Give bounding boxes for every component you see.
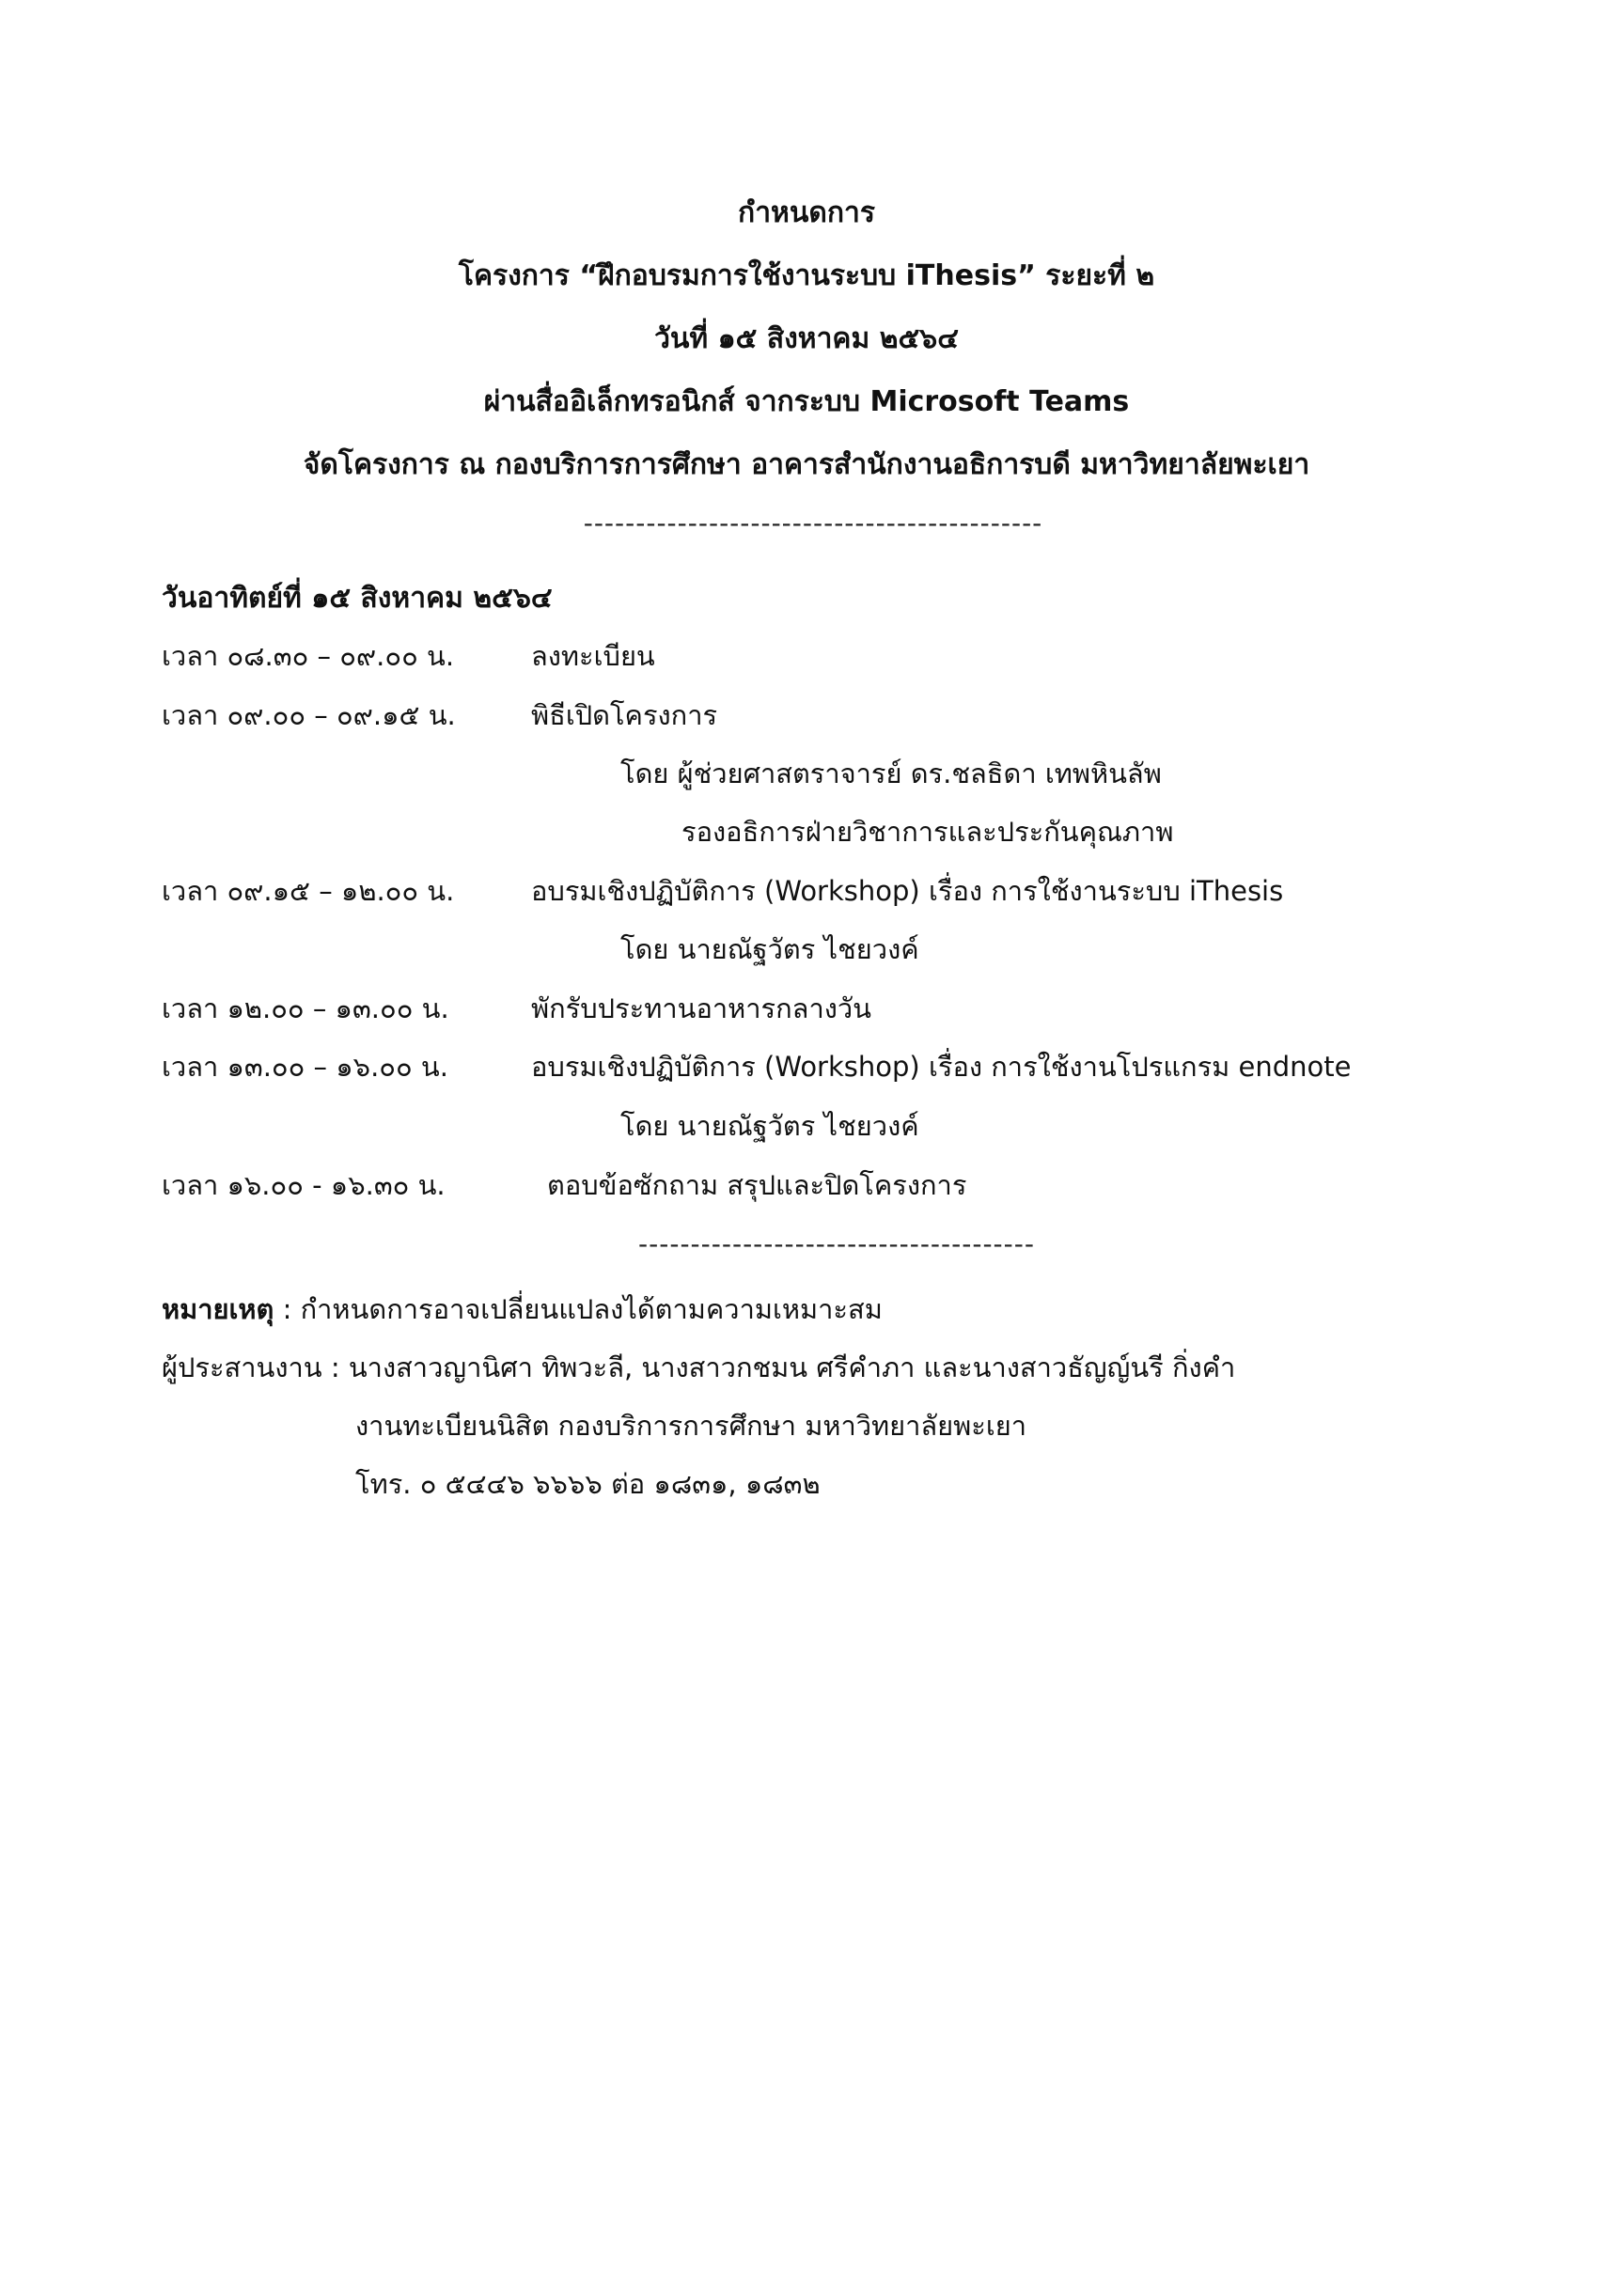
schedule-row	[0, 869, 1613, 907]
schedule-presenter: โดย ผู้ช่วยศาสตราจารย์ ดร.ชลธิดา เทพหินลัพ	[620, 758, 1162, 789]
schedule-time: เวลา ๐๙.๐๐ – ๐๙.๑๕ น.	[162, 699, 456, 731]
schedule-row	[0, 987, 1613, 1024]
header-title: กำหนดการ	[738, 196, 875, 229]
schedule-activity: อบรมเชิงปฏิบัติการ (Workshop) เรื่อง การใช้งานระบบ iThesis	[531, 875, 1284, 907]
schedule-row	[0, 694, 1613, 731]
schedule-time: เวลา ๑๒.๐๐ – ๑๓.๐๐ น.	[162, 992, 449, 1024]
remark-text: : กำหนดการอาจเปลี่ยนแปลงได้ตามความเหมาะสม	[274, 1293, 883, 1325]
remark-line	[162, 1288, 883, 1331]
schedule-activity: อบรมเชิงปฏิบัติการ (Workshop) เรื่อง การใช้งานโปรแกรม endnote	[531, 1051, 1352, 1083]
coordinator-line: ผู้ประสานงาน : นางสาวญานิศา ทิพวะลี, นางสาวกชมน ศรีคำภา และนางสาวธัญญ์นรี กิ่งคำ	[162, 1351, 1236, 1383]
schedule-row	[0, 1045, 1613, 1083]
header-venue: จัดโครงการ ณ กองบริการการศึกษา อาคารสำนักงานอธิการบดี มหาวิทยาลัยพะเยา	[303, 448, 1310, 481]
schedule-activity: พิธีเปิดโครงการ	[531, 699, 718, 731]
phone-line: โทร. ๐ ๕๔๔๖ ๖๖๖๖ ต่อ ๑๘๓๑, ๑๘๓๒	[355, 1468, 821, 1500]
schedule-presenter-title: รองอธิการฝ่ายวิชาการและประกันคุณภาพ	[681, 816, 1174, 848]
schedule-activity: ลงทะเบียน	[531, 640, 655, 672]
schedule-time: เวลา ๐๘.๓๐ – ๐๙.๐๐ น.	[162, 640, 455, 672]
day-title: วันอาทิตย์ที่ ๑๕ สิงหาคม ๒๕๖๔	[162, 582, 553, 615]
department-line: งานทะเบียนนิสิต กองบริการการศึกษา มหาวิทยาลัยพะเยา	[355, 1410, 1027, 1442]
schedule-presenter: โดย นายณัฐวัตร ไชยวงค์	[620, 933, 919, 965]
document-header	[0, 197, 1613, 512]
schedule-time: เวลา ๐๙.๑๕ – ๑๒.๐๐ น.	[162, 875, 455, 907]
header-medium: ผ่านสื่ออิเล็กทรอนิกส์ จากระบบ Microsoft Teams	[483, 385, 1130, 418]
separator-top: --------------------------------------------	[583, 508, 1043, 539]
schedule-activity: ตอบข้อซักถาม สรุปและปิดโครงการ	[547, 1169, 967, 1201]
schedule-presenter: โดย นายณัฐวัตร ไชยวงค์	[620, 1110, 919, 1142]
schedule-time: เวลา ๑๖.๐๐ - ๑๖.๓๐ น.	[162, 1169, 446, 1201]
separator-bottom: --------------------------------------	[638, 1228, 1035, 1259]
header-project-name: โครงการ “ฝึกอบรมการใช้งานระบบ iThesis” ระยะที่ ๒	[458, 259, 1155, 292]
schedule-row	[0, 1164, 1613, 1201]
schedule-activity: พักรับประทานอาหารกลางวัน	[531, 992, 872, 1024]
schedule-row	[0, 634, 1613, 672]
header-date: วันที่ ๑๕ สิงหาคม ๒๕๖๔	[654, 322, 959, 355]
remark-label: หมายเหตุ	[162, 1293, 274, 1325]
schedule-time: เวลา ๑๓.๐๐ – ๑๖.๐๐ น.	[162, 1051, 448, 1083]
